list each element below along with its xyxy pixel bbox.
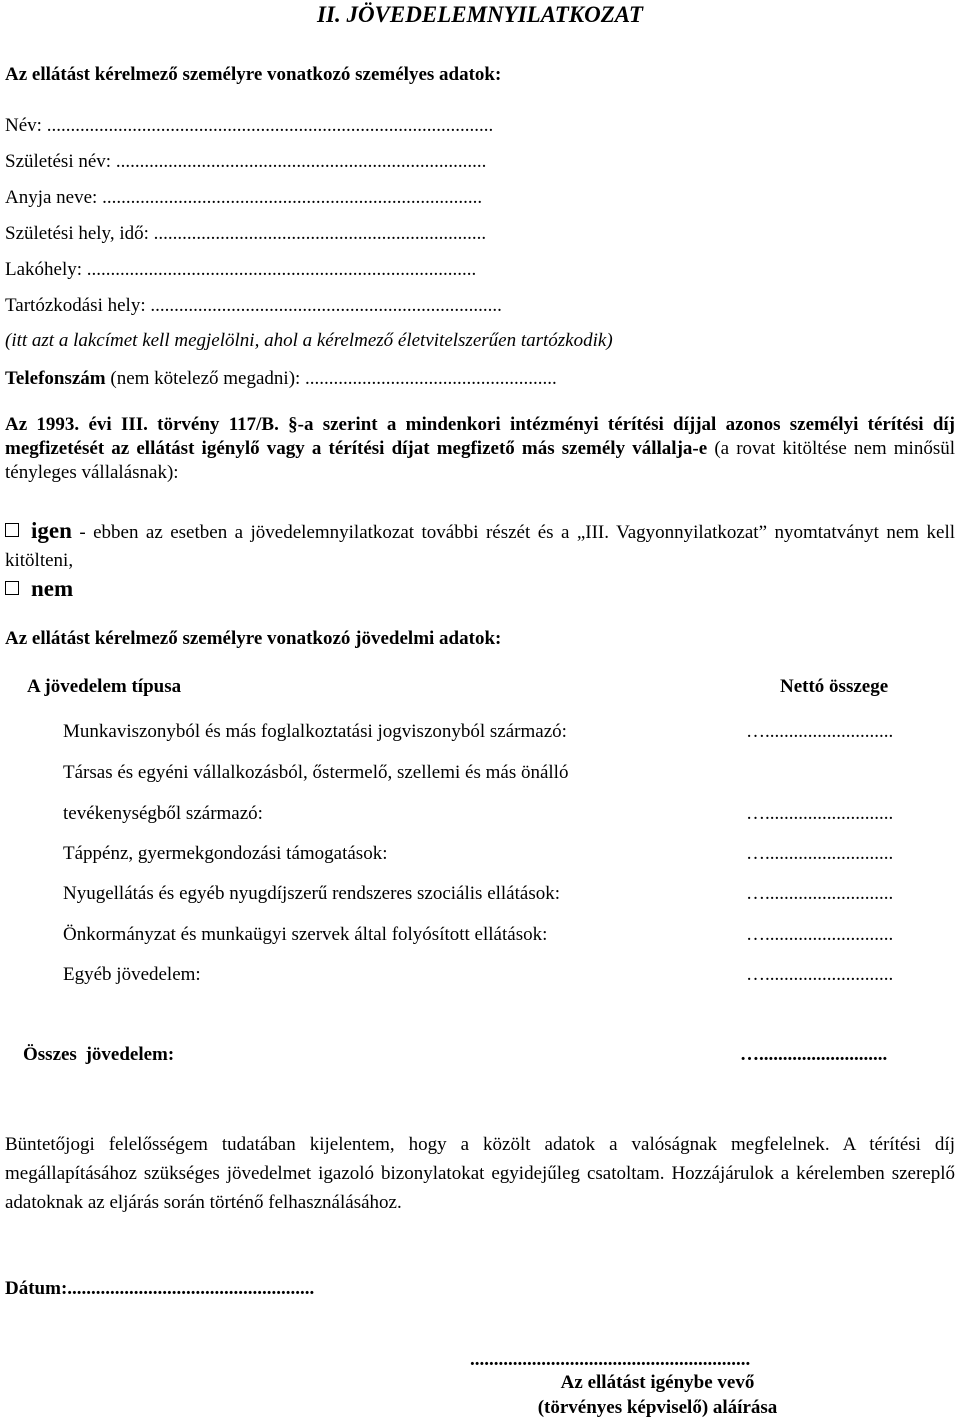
option-no-label: nem	[31, 576, 74, 601]
field-stay-place-label: Tartózkodási hely:	[5, 295, 146, 316]
option-no	[5, 576, 73, 602]
date-field	[5, 1278, 314, 1300]
field-birth-name-label: Születési név:	[5, 151, 112, 172]
field-phone	[5, 368, 557, 390]
address-note: (itt azt a lakcímet kell megjelölni, ahol a kérelmező életvitelszerűen tartózkodik)	[5, 330, 613, 351]
income-row-value[interactable]: …...........................	[746, 924, 894, 945]
field-name-dots[interactable]: ..............................................................................................	[46, 115, 494, 136]
field-birth-place-date-label: Születési hely, idő:	[5, 223, 149, 244]
income-row-value[interactable]: …...........................	[746, 721, 894, 742]
field-birth-name	[5, 151, 486, 173]
field-name-label: Név:	[5, 115, 42, 136]
income-row-value[interactable]: …...........................	[746, 843, 894, 864]
signature-line1: Az ellátást igénybe vevő	[560, 1372, 755, 1393]
date-dots[interactable]: ....................................................	[67, 1278, 315, 1299]
personal-heading: Az ellátást kérelmező személyre vonatkozó személyes adatok:	[5, 64, 502, 85]
statement-paragraph	[5, 413, 955, 485]
date-label: Dátum:	[5, 1278, 68, 1299]
income-heading: Az ellátást kérelmező személyre vonatkozó jövedelmi adatok:	[5, 628, 502, 649]
field-residence-label: Lakóhely:	[5, 259, 83, 280]
field-birth-place-date	[5, 223, 486, 245]
checkbox-no[interactable]	[5, 581, 19, 595]
statement-bold: Az 1993. évi III. törvény 117/B. §-a szerint a mindenkori intézményi térítési díjjal azonos személyi térítési díj megfizetését az ellátást igénylő vagy a térítési díjat megfizető más személy vállalja-e	[5, 414, 955, 459]
total-income-label: Összes jövedelem:	[23, 1044, 175, 1065]
income-row-label: Táppénz, gyermekgondozási támogatások:	[63, 843, 388, 864]
option-yes	[5, 517, 955, 575]
field-residence	[5, 259, 476, 281]
field-mother-name-dots[interactable]: ................................................................................	[102, 187, 483, 208]
checkbox-yes[interactable]	[5, 523, 19, 537]
income-row-label: Önkormányzat és munkaügyi szervek által folyósított ellátások:	[63, 924, 548, 945]
page-title: II. JÖVEDELEMNYILATKOZAT	[317, 2, 643, 27]
total-income-value[interactable]: …...........................	[740, 1044, 888, 1065]
field-name	[5, 115, 493, 137]
income-row-value[interactable]: …...........................	[746, 803, 894, 824]
income-col-type: A jövedelem típusa	[27, 676, 182, 697]
field-birth-name-dots[interactable]: ..............................................................................	[115, 151, 487, 172]
field-mother-name	[5, 187, 482, 209]
declaration: Büntetőjogi felelősségem tudatában kijelentem, hogy a közölt adatok a valóságnak megfelelnek. A térítési díj megállapításához szükséges jövedelmet igazoló bizonylatokat egyidejűleg csatoltam. Hozzájárulok a kérelemben szereplő adatoknak az eljárás során történő felhasználásához.	[5, 1134, 955, 1213]
income-col-net: Nettó összege	[780, 676, 889, 697]
field-phone-label: Telefonszám	[5, 368, 106, 389]
option-yes-label: igen	[31, 518, 72, 543]
field-stay-place-dots[interactable]: ..........................................................................	[150, 295, 502, 316]
income-row-label: tevékenységből származó:	[63, 803, 263, 824]
field-stay-place	[5, 295, 502, 317]
income-row-label: Egyéb jövedelem:	[63, 964, 201, 985]
income-row-label: Társas és egyéni vállalkozásból, őstermelő, szellemi és más önálló	[63, 762, 569, 783]
field-mother-name-label: Anyja neve:	[5, 187, 98, 208]
field-phone-dots[interactable]: (nem kötelező megadni): .....................................................	[110, 368, 557, 389]
signature-line2: (törvényes képviselő) aláírása	[537, 1397, 778, 1418]
field-birth-place-date-dots[interactable]: ......................................................................	[153, 223, 487, 244]
field-residence-dots[interactable]: ..................................................................................	[86, 259, 477, 280]
income-row-value[interactable]: …...........................	[746, 883, 894, 904]
income-row-label: Nyugellátás és egyéb nyugdíjszerű rendszeres szociális ellátások:	[63, 883, 560, 904]
income-row-label: Munkaviszonyból és más foglalkoztatási jogviszonyból származó:	[63, 721, 567, 742]
statement-normal: (a rovat kitöltése nem minősül tényleges vállalásnak):	[5, 438, 955, 483]
option-yes-text: - ebben az esetben a jövedelemnyilatkozat további részét és a „III. Vagyonnyilatkozat” nyomtatványt nem kell kitölteni,	[5, 522, 956, 571]
income-row-value[interactable]: …...........................	[746, 964, 894, 985]
signature-dots[interactable]: ...........................................................	[470, 1349, 751, 1370]
